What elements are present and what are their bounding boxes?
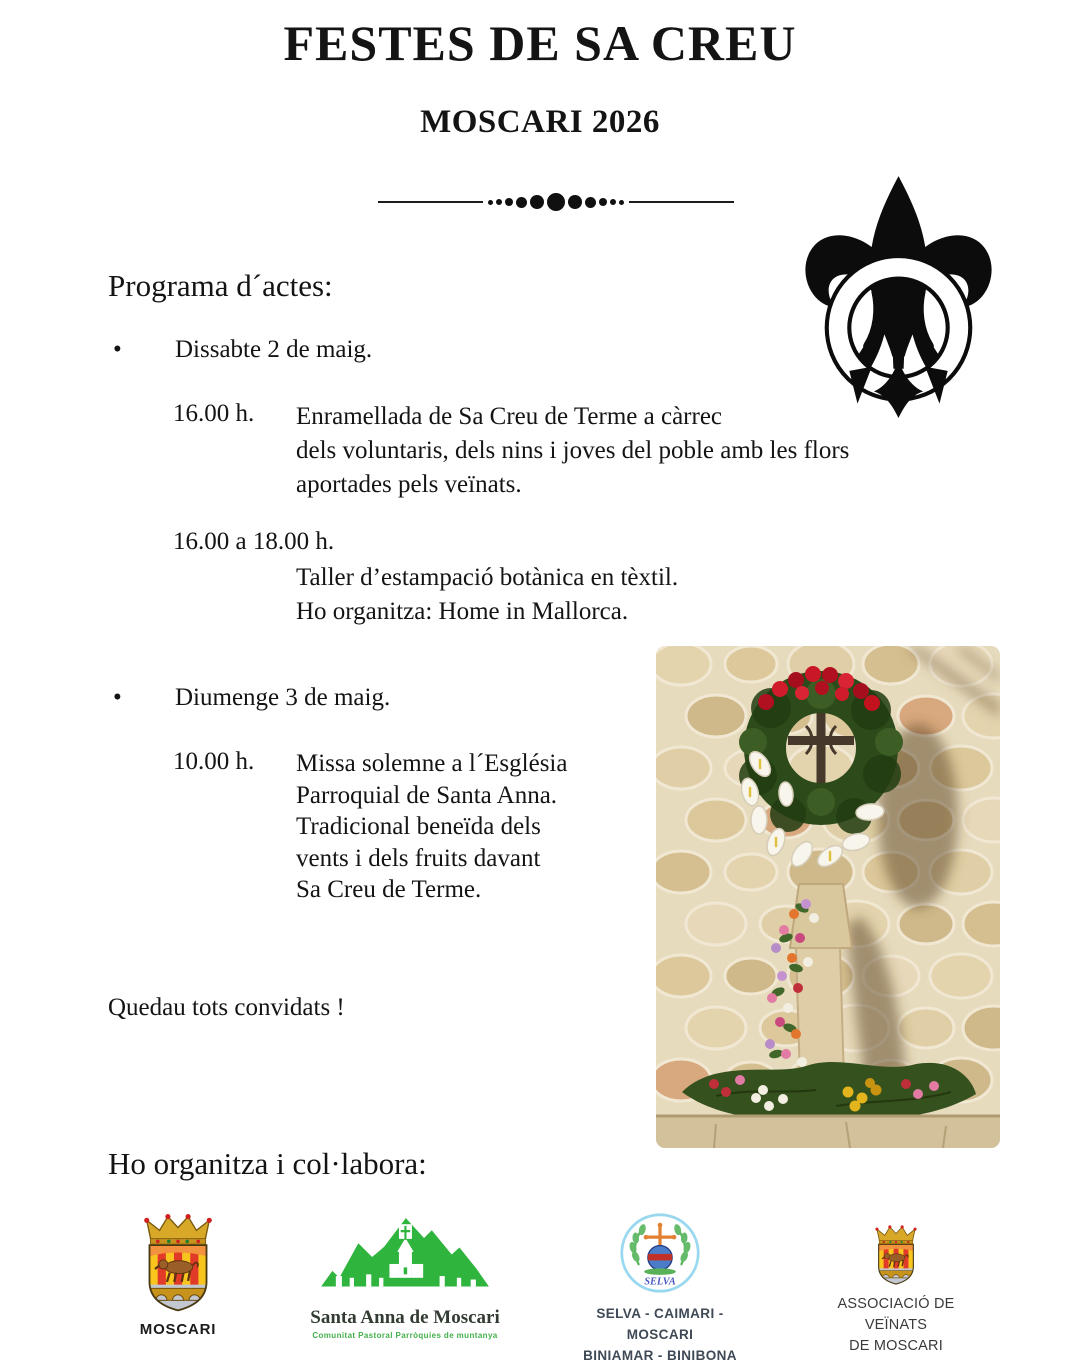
event-description [296,748,567,906]
event-line: Missa solemne a l´Església [296,750,568,777]
bullet-marker: • [113,684,122,711]
logo-santa-anna [298,1200,512,1340]
event-description [296,561,678,629]
logo-santa-anna-subcaption: Comunitat Pastoral Parròquies de muntanya [312,1331,498,1340]
invitation-text: Quedau tots convidats ! [108,994,345,1021]
event-time: 10.00 h. [173,748,255,775]
logo-selva-caption-line2: BINIAMAR - BINIBONA [583,1348,737,1363]
event-line: Enramellada de Sa Creu de Terme a càrrec [296,403,723,430]
divider-beads-ornament [488,193,624,211]
logo-selva [580,1212,740,1366]
page-subtitle: MOSCARI 2026 [420,104,660,140]
event-line: dels voluntaris, dels nins i joves del poble amb les flors [296,437,850,464]
divider-rule-left [378,201,483,203]
logo-moscari [120,1212,236,1338]
veinats-coat-of-arms-icon [868,1224,924,1287]
day-item-sunday [113,684,390,712]
selva-parish-emblem-icon [619,1212,701,1294]
page-title: FESTES DE SA CREU [283,15,797,71]
logo-moscari-caption: MOSCARI [139,1321,217,1338]
day-item-saturday [113,336,372,364]
event-line: vents i dels fruits davant [296,844,541,872]
program-heading: Programa d´actes: [108,268,333,303]
event-time: 16.00 h. [173,400,255,427]
event-time: 16.00 a 18.00 h. [173,528,335,555]
day-label: Dissabte 2 de maig. [175,336,373,363]
logo-associacio-veinats [806,1224,986,1357]
bullet-marker: • [113,336,122,363]
decorated-cross-photo [656,646,1000,1148]
logo-selva-caption-line1: SELVA - CAIMARI - MOSCARI [596,1306,724,1342]
day-label: Diumenge 3 de maig. [175,684,391,711]
fleur-de-lis-icon [795,172,1002,418]
logo-associacio-caption-line2: DE MOSCARI [849,1338,943,1354]
mountain-church-icon [306,1200,504,1302]
event-line: Sa Creu de Terme. [296,876,482,903]
logo-associacio-caption [806,1294,986,1357]
ornamental-divider [378,192,736,212]
selva-badge-text: SELVA [644,1276,676,1288]
event-description [296,400,849,502]
logo-selva-caption [580,1303,740,1366]
divider-rule-right [629,201,734,203]
moscari-coat-of-arms-icon [132,1212,224,1315]
organizers-heading: Ho organitza i col·labora: [108,1146,427,1181]
event-line: aportades pels veïnats. [296,471,522,498]
event-line: Ho organitza: Home in Mallorca. [296,598,629,625]
event-line: Parroquial de Santa Anna. [296,781,558,809]
event-line: Tradicional beneïda dels [296,813,541,840]
logo-santa-anna-caption: Santa Anna de Moscari [310,1307,500,1328]
logo-associacio-caption-line1: ASSOCIACIÓ DE VEÏNATS [837,1296,955,1333]
event-line: Taller d’estampació botànica en tèxtil. [296,564,679,591]
